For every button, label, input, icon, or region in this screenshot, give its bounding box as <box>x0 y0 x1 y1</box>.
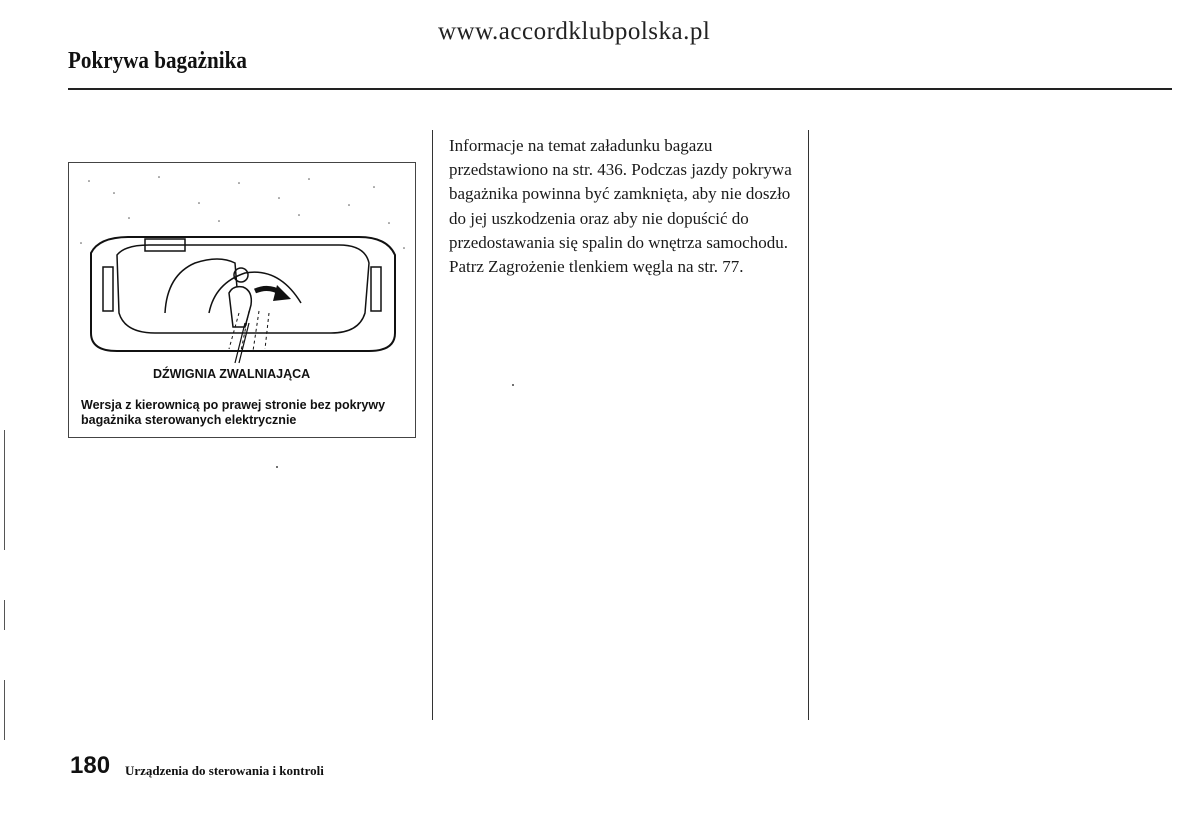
page-number: 180 <box>70 752 111 779</box>
margin-mark <box>4 680 5 740</box>
print-speck <box>512 384 514 386</box>
column-divider-right <box>808 130 809 720</box>
body-paragraph: Informacje na temat załadunku bagazu przedstawiono na str. 436. Podczas jazdy pokrywa bagażnika powinna być zamknięta, aby nie doszło do jej uszkodzenia oraz aby nie dopuścić do przedostawania się spalin do wnętrza samochodu. Patrz Zagrożenie tlenkiem węgla na str. 77. <box>449 136 792 277</box>
body-column <box>449 134 799 279</box>
trunk-lever-illustration <box>69 163 415 437</box>
header-rule <box>68 88 1172 90</box>
trunk-release-figure <box>68 162 416 438</box>
site-url: www.accordklubpolska.pl <box>438 18 711 45</box>
column-divider-left <box>432 130 433 720</box>
margin-mark <box>4 600 5 630</box>
section-title: Pokrywa bagażnika <box>68 48 247 74</box>
release-lever-label: DŹWIGNIA ZWALNIAJĄCA <box>153 367 311 381</box>
chapter-title: Urządzenia do sterowania i kontroli <box>125 763 324 778</box>
figure-caption: Wersja z kierownicą po prawej stronie bez pokrywy bagażnika sterowanych elektrycznie <box>81 398 386 427</box>
print-speck <box>276 466 278 468</box>
margin-mark <box>4 430 5 550</box>
